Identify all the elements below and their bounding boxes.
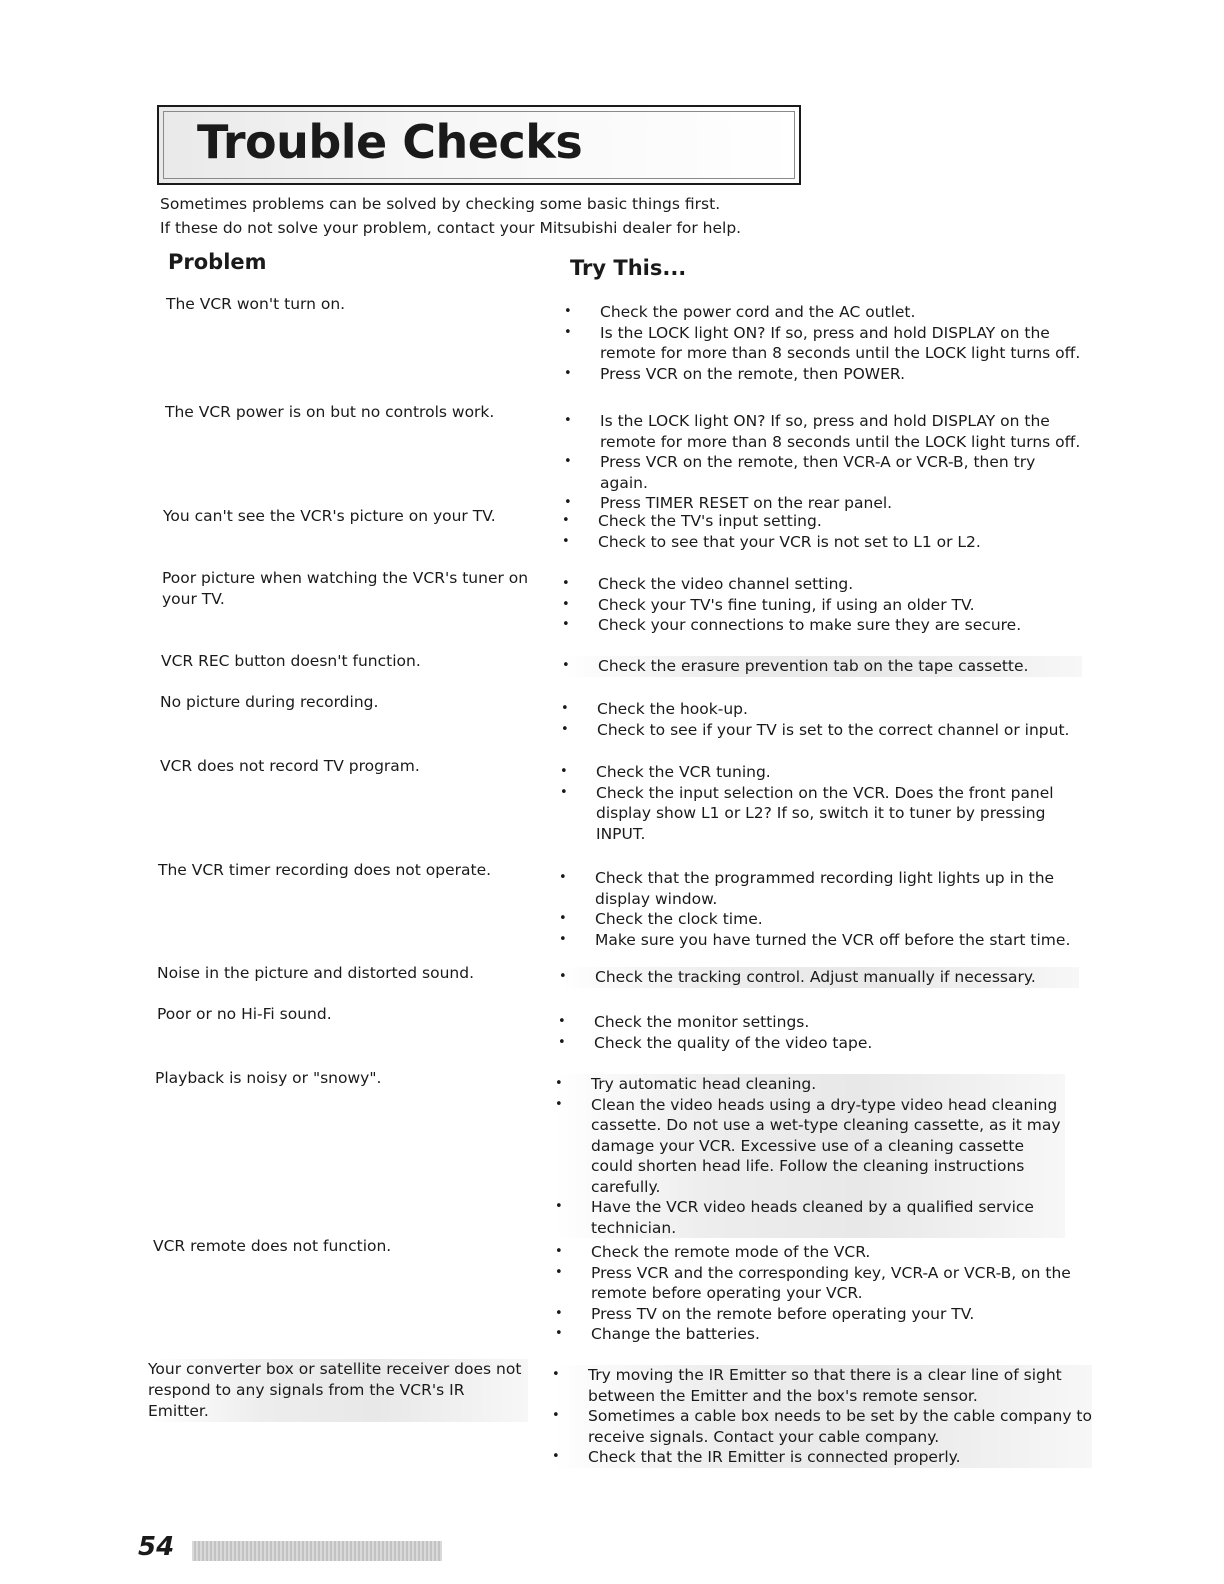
trouble-row <box>165 402 1125 512</box>
solution-item: • Press VCR on the remote, then POWER. <box>564 364 906 383</box>
bullet-icon: • <box>564 304 572 319</box>
solution-list <box>558 1012 1078 1053</box>
problem-text: Noise in the picture and distorted sound. <box>157 964 475 982</box>
solution-list <box>564 302 1084 384</box>
solution-item: • Check to see if your TV is set to the correct channel or input. <box>561 720 1070 739</box>
trouble-row <box>157 1004 1117 1052</box>
solution-item: • Check your connections to make sure they are secure. <box>562 616 1022 634</box>
solution-item: • Check the erasure prevention tab on the tape cassette. <box>562 657 1029 675</box>
problem-text: Playback is noisy or "snowy". <box>155 1069 382 1087</box>
bullet-icon: • <box>559 931 567 947</box>
solution-item: • Press TIMER RESET on the rear panel. <box>564 494 893 512</box>
solution-item: • Check to see that your VCR is not set to L1 or L2. <box>562 532 981 551</box>
problem-text: No picture during recording. <box>160 693 379 711</box>
solution-item: • Check the input selection on the VCR. Does the front panel display show L1 or L2? If so, switch it to tuner by pressing INPUT. <box>560 783 1054 843</box>
solution-item: • Check the VCR tuning. <box>560 763 771 781</box>
solution-item: • Check the hook-up. <box>561 700 748 718</box>
bullet-icon: • <box>560 784 568 800</box>
solution-item: • Press VCR and the corresponding key, VCR-A or VCR-B, on the remote before operating your VCR. <box>555 1263 1071 1302</box>
solution-item: • Check the TV's input setting. <box>562 512 822 530</box>
trouble-row <box>166 294 1126 383</box>
bullet-icon: • <box>558 1014 566 1029</box>
solution-item: • Check your TV's fine tuning, if using an older TV. <box>562 595 975 614</box>
bullet-icon: • <box>562 617 570 632</box>
bullet-icon: • <box>564 454 572 469</box>
problem-column-header: Problem <box>168 250 267 274</box>
problem-text: The VCR won't turn on. <box>166 295 346 313</box>
trouble-row <box>161 651 1121 675</box>
problem-text: VCR does not record TV program. <box>160 757 420 775</box>
bullet-icon: • <box>555 1305 563 1321</box>
problem-text: The VCR timer recording does not operate. <box>158 861 492 879</box>
trouble-row <box>157 963 1117 986</box>
intro-text <box>160 192 860 240</box>
solution-list <box>560 762 1080 844</box>
solution-item: • Is the LOCK light ON? If so, press and hold DISPLAY on the remote for more than 8 seconds until the LOCK light turns off. <box>564 323 1081 362</box>
bullet-icon: • <box>562 513 570 528</box>
title-box <box>157 105 801 185</box>
bullet-icon: • <box>564 324 572 340</box>
solution-list <box>561 699 1081 740</box>
trouble-row <box>160 756 1120 843</box>
bullet-icon: • <box>555 1076 563 1091</box>
problem-text: Poor or no Hi-Fi sound. <box>157 1005 332 1023</box>
solution-item: • Change the batteries. <box>555 1325 760 1343</box>
solution-item: • Press TV on the remote before operating your TV. <box>555 1304 975 1323</box>
bullet-icon: • <box>560 764 568 779</box>
solution-item: • Clean the video heads using a dry-type video head cleaning cassette. Do not use a wet-type cleaning cassette, as it may damage your VCR. Excessive use of a cleaning cassette could shorten head life. Follow the cleaning instructions carefully. <box>555 1095 1061 1196</box>
page-title: Trouble Checks <box>197 115 583 169</box>
intro-line-1: Sometimes problems can be solved by checking some basic things first. <box>160 195 721 213</box>
bullet-icon: • <box>564 365 572 381</box>
solution-item: • Check the video channel setting. <box>562 575 854 593</box>
bullet-icon: • <box>564 495 572 510</box>
solution-item: • Check the tracking control. Adjust manually if necessary. <box>559 968 1036 986</box>
bullet-icon: • <box>562 596 570 612</box>
try-this-column-header: Try This... <box>570 256 687 280</box>
bullet-icon: • <box>562 533 570 549</box>
bullet-icon: • <box>564 413 572 428</box>
bullet-icon: • <box>555 1096 563 1112</box>
intro-line-2: If these do not solve your problem, contact your Mitsubishi dealer for help. <box>160 219 742 237</box>
trouble-row <box>155 1068 1115 1237</box>
bullet-icon: • <box>552 1408 560 1423</box>
problem-text: Poor picture when watching the VCR's tuner on your TV. <box>162 569 529 608</box>
bullet-icon: • <box>559 870 567 885</box>
bullet-icon: • <box>561 701 569 716</box>
bullet-icon: • <box>555 1326 563 1341</box>
solution-item: • Check that the programmed recording light lights up in the display window. <box>559 869 1055 908</box>
bullet-icon: • <box>559 969 567 984</box>
bullet-icon: • <box>562 658 570 673</box>
solution-item: • Have the VCR video heads cleaned by a qualified service technician. <box>555 1198 1034 1237</box>
solution-item: • Check the monitor settings. <box>558 1013 810 1031</box>
solution-list <box>555 1074 1065 1238</box>
bullet-icon: • <box>562 576 570 591</box>
problem-text: VCR REC button doesn't function. <box>161 652 421 670</box>
trouble-row <box>160 692 1120 739</box>
bullet-icon: • <box>555 1199 563 1214</box>
bullet-icon: • <box>555 1244 563 1259</box>
solution-item: • Try moving the IR Emitter so that there is a clear line of sight between the Emitter and the box's remote sensor. <box>552 1366 1062 1405</box>
solution-item: • Check that the IR Emitter is connected properly. <box>552 1448 961 1466</box>
solution-list <box>562 656 1082 677</box>
trouble-row <box>158 860 1118 949</box>
bullet-icon: • <box>555 1264 563 1280</box>
solution-list <box>562 511 1082 552</box>
bullet-icon: • <box>559 911 567 926</box>
solution-list <box>559 868 1079 950</box>
solution-list <box>562 574 1082 636</box>
solution-list <box>555 1242 1075 1345</box>
solution-item: • Check the clock time. <box>559 910 763 928</box>
solution-item: • Make sure you have turned the VCR off before the start time. <box>559 930 1071 949</box>
bullet-icon: • <box>561 721 569 737</box>
solution-list <box>552 1365 1092 1468</box>
solution-item: • Press VCR on the remote, then VCR-A or VCR-B, then try again. <box>564 453 1036 492</box>
solution-item: • Check the quality of the video tape. <box>558 1033 873 1052</box>
solution-item: • Sometimes a cable box needs to be set by the cable company to receive signals. Contact your cable company. <box>552 1407 1092 1446</box>
trouble-row <box>163 506 1123 551</box>
trouble-row <box>153 1236 1113 1343</box>
footer-decorative-bar <box>192 1541 442 1561</box>
problem-text: You can't see the VCR's picture on your TV. <box>163 507 496 525</box>
problem-text: Your converter box or satellite receiver does not respond to any signals from the VCR's IR Emitter. <box>148 1359 528 1422</box>
solution-item: • Check the remote mode of the VCR. <box>555 1243 871 1261</box>
trouble-row <box>162 568 1122 634</box>
solution-list <box>559 967 1079 988</box>
bullet-icon: • <box>558 1034 566 1050</box>
trouble-row <box>148 1359 1108 1466</box>
page-number: 54 <box>138 1532 175 1562</box>
solution-item: • Is the LOCK light ON? If so, press and hold DISPLAY on the remote for more than 8 seconds until the LOCK light turns off. <box>564 412 1081 451</box>
bullet-icon: • <box>552 1367 560 1382</box>
problem-text: The VCR power is on but no controls work. <box>165 403 495 421</box>
solution-item: • Check the power cord and the AC outlet. <box>564 303 916 321</box>
problem-text: VCR remote does not function. <box>153 1237 392 1255</box>
solution-item: • Try automatic head cleaning. <box>555 1075 817 1093</box>
bullet-icon: • <box>552 1449 560 1464</box>
solution-list <box>564 411 1084 514</box>
